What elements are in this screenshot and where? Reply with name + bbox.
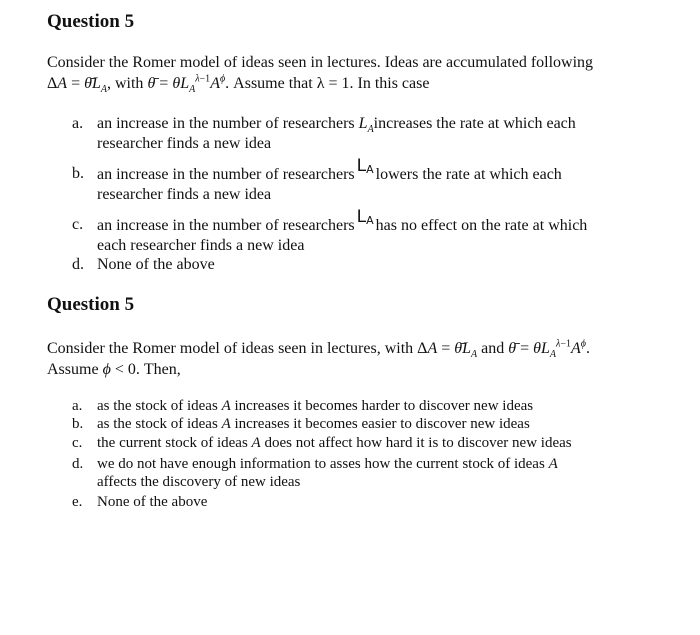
q1-option-c[interactable]: [72, 207, 652, 256]
ideas-symbol: A: [251, 435, 261, 451]
q2-option-e-text: None of the above: [97, 494, 208, 510]
question-2-intro-prefix: Consider the Romer model of ideas seen in lectures, with: [47, 340, 414, 357]
q1-option-d-marker: d.: [72, 256, 84, 273]
question-1-intro-line1: Consider the Romer model of ideas seen in lectures. Ideas are accumulated following: [47, 54, 594, 71]
theta-bar-formula: θ̄ = $\theta L_A^{\lambda-1}A^\phi$.: [508, 338, 590, 361]
q1-option-c-line2: each researcher finds a new idea: [97, 237, 305, 254]
q1-option-c-text-after: has no effect on the rate at which: [375, 217, 588, 234]
q2-option-e[interactable]: [72, 493, 652, 511]
question-2-heading: Question 5: [47, 294, 135, 315]
q1-option-b-text-after: lowers the rate at which each: [375, 166, 562, 183]
q2-option-a-marker: a.: [72, 398, 83, 414]
question-2-intro-line1: [47, 338, 657, 359]
q1-option-c-marker: c.: [72, 216, 84, 233]
q1-option-a-line2: researcher finds a new idea: [97, 135, 272, 152]
q2-option-b-text-after: increases it becomes easier to discover new ideas: [234, 416, 530, 432]
q1-option-c-text-before: an increase in the number of researchers: [97, 217, 355, 234]
question-1-intro-line2: [47, 73, 657, 94]
phi-condition: ϕ < 0: [102, 361, 136, 378]
q1-option-a-text-after: increases the rate at which each: [373, 115, 576, 132]
ideas-symbol: A: [221, 398, 231, 414]
q2-option-c-text-before: the current stock of ideas: [97, 435, 248, 451]
q1-option-b[interactable]: [72, 156, 652, 205]
q2-option-a-text-after: increases it becomes harder to discover new ideas: [234, 398, 534, 414]
q2-option-b[interactable]: [72, 415, 652, 433]
ideas-symbol: A: [221, 416, 231, 432]
q1-option-a-marker: a.: [72, 115, 84, 132]
q1-option-b-line2: researcher finds a new idea: [97, 186, 272, 203]
q2-option-a-text-before: as the stock of ideas: [97, 398, 218, 414]
ideas-accumulation-formula: $\Delta A = \thetāL_A$, with θ̄ = $\theta L_A^{\lambda-1}A^\phi$: [47, 73, 226, 96]
la-symbol-pasted: $L_A$: [356, 156, 374, 176]
la-symbol-pasted: $L_A$: [356, 207, 374, 227]
q2-option-d-text-before: we do not have enough information to asses how the current stock of ideas: [97, 456, 545, 472]
question-1-intro: [47, 52, 657, 94]
question-2-intro-and: and: [481, 340, 505, 357]
question-1-intro-suffix: . Assume that λ = 1. In this case: [225, 75, 430, 92]
question-2-intro: [47, 338, 657, 380]
q1-option-a-text-before: an increase in the number of researchers: [97, 115, 355, 132]
q2-option-e-marker: e.: [72, 494, 83, 510]
q2-option-d[interactable]: [72, 455, 652, 491]
la-symbol: $L_A$: [358, 115, 374, 136]
q2-option-d-line2: affects the discovery of new ideas: [97, 474, 301, 490]
q1-option-a[interactable]: [72, 114, 652, 154]
q1-option-d-text: None of the above: [97, 256, 215, 273]
q1-option-b-text-before: an increase in the number of researchers: [97, 166, 355, 183]
ideas-accumulation-formula: $\Delta A = \thetāL_A$: [417, 340, 478, 361]
q1-option-b-marker: b.: [72, 165, 84, 182]
q2-option-c-marker: c.: [72, 435, 83, 451]
q2-option-b-marker: b.: [72, 416, 84, 432]
q1-option-d[interactable]: [72, 255, 652, 275]
ideas-symbol: A: [548, 456, 558, 472]
q2-option-a[interactable]: [72, 397, 652, 415]
q2-option-b-text-before: as the stock of ideas: [97, 416, 218, 432]
question-1-heading: Question 5: [47, 11, 135, 32]
question-2-intro-line2: [47, 359, 657, 380]
question-2-assume-prefix: Assume: [47, 361, 99, 378]
q2-option-d-marker: d.: [72, 456, 84, 472]
q2-option-c-text-after: does not affect how hard it is to discover new ideas: [264, 435, 572, 451]
question-2-assume-suffix: . Then,: [135, 361, 181, 378]
q2-option-c[interactable]: [72, 434, 652, 452]
